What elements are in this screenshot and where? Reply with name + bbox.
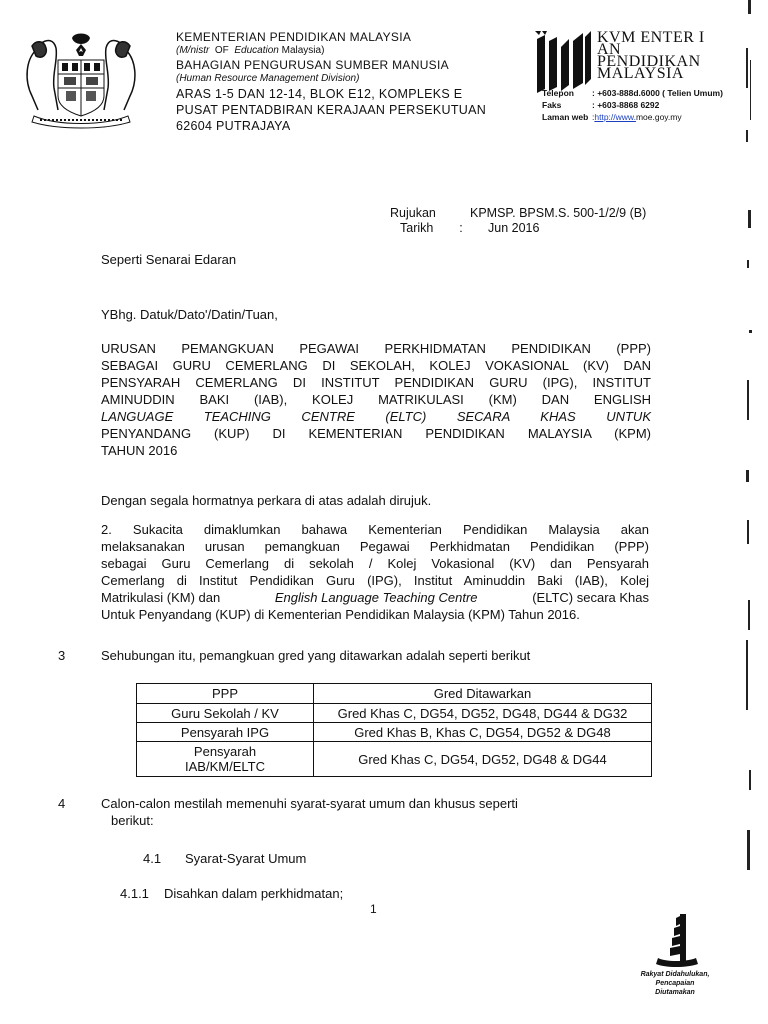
- subject-line-4-text: AMINUDDIN BAKI (IAB), KOLEJ MATRIKULASI (KM) DAN ENGLISH: [101, 392, 651, 407]
- paragraph-1: Dengan segala hormatnya perkara di atas adalah dirujuk.: [101, 493, 432, 508]
- letterhead-address: [176, 30, 486, 134]
- ministry-en-part-a: (M/nistr: [176, 45, 210, 56]
- table-row: [137, 723, 652, 742]
- address-line-3: 62604 PUTRAJAYA: [176, 119, 291, 133]
- table-row: [137, 742, 652, 777]
- date-label: Tarikh: [400, 221, 434, 235]
- paragraph-2-line-5b: English Language Teaching Centre: [274, 590, 478, 605]
- grade-table: [136, 683, 652, 777]
- fax-value: : +603-8868 6292: [592, 100, 660, 110]
- paragraph-2-line-3: sebagai Guru Cemerlang di sekolah / Kolej Vokasional (KV) dan Pensyarah: [101, 556, 649, 571]
- table-cell-grade: Gred Khas C, DG54, DG52, DG48, DG44 & DG32: [314, 704, 652, 723]
- ministry-en-part-c: Education: [234, 45, 279, 56]
- reference-row: [390, 206, 646, 221]
- footer-tagline-line-2: Pencapaian Diutamakan: [655, 980, 695, 996]
- recipient-line: Seperti Senarai Edaran: [101, 252, 237, 267]
- salutation: YBhg. Datuk/Dato'/Datin/Tuan,: [101, 307, 278, 322]
- division-name-english: (Human Resource Management Division): [176, 73, 360, 84]
- footer-tagline: [640, 970, 710, 997]
- ministry-name: KEMENTERIAN PENDIDIKAN MALAYSIA: [176, 30, 412, 44]
- logo-text-line-1: KVM ENTER I: [597, 29, 705, 46]
- date-colon: :: [459, 221, 463, 235]
- subject-line-3: PENSYARAH CEMERLANG DI INSTITUT PENDIDIKAN GURU (IPG), INSTITUT: [101, 375, 651, 390]
- paragraph-2-line-5: [101, 589, 649, 606]
- paragraph-2-line-6: Untuk Penyandang (KUP) di Kementerian Pendidikan Malaysia (KPM) Tahun 2016.: [101, 607, 580, 622]
- paragraph-2-line-1: 2. Sukacita dimaklumkan bahawa Kementerian Pendidikan Malaysia akan: [101, 522, 649, 537]
- subject-line-1: URUSAN PEMANGKUAN PEGAWAI PERKHIDMATAN PENDIDIKAN (PPP): [101, 341, 651, 356]
- paragraph-3-number: 3: [58, 648, 66, 663]
- paragraph-2-line-2: melaksanakan urusan pemangkuan Pegawai Perkhidmatan Pendidikan (PPP): [101, 539, 649, 554]
- page-number: 1: [370, 902, 377, 916]
- table-cell-grade: Gred Khas B, Khas C, DG54, DG52 & DG48: [314, 723, 652, 742]
- subject-line-7: TAHUN 2016: [101, 443, 178, 458]
- table-cell-grade: Gred Khas C, DG54, DG52, DG48 & DG44: [314, 742, 652, 777]
- date-row: [390, 221, 646, 236]
- address-line-1: ARAS 1-5 DAN 12-14, BLOK E12, KOMPLEKS E: [176, 87, 463, 101]
- section-4-1-number: 4.1: [143, 851, 162, 866]
- logo-text-line-2: AN: [597, 41, 622, 58]
- date-value: Jun 2016: [488, 221, 540, 235]
- website-domain: moe.goy.my: [635, 112, 682, 122]
- subject-line-6: PENYANDANG (KUP) DI KEMENTERIAN PENDIDIKAN MALAYSIA (KPM): [101, 426, 651, 441]
- subject-block: [101, 340, 651, 459]
- footer-emblem-icon: [652, 912, 700, 970]
- table-row: [137, 704, 652, 723]
- telephone-value: : +603-888d.6000 ( Telien Umum): [592, 88, 723, 98]
- ministry-en-part-d: Malaysia): [281, 45, 325, 56]
- telephone-label: Telepon: [542, 88, 574, 98]
- malaysia-coat-of-arms-icon: [18, 30, 144, 130]
- website-row: [542, 111, 723, 123]
- table-header-row: [137, 684, 652, 704]
- reference-block: [390, 206, 646, 236]
- telephone-row: [542, 87, 723, 99]
- division-name: BAHAGIAN PENGURUSAN SUMBER MANUSIA: [176, 58, 449, 72]
- paragraph-4-number: 4: [58, 796, 66, 811]
- paragraph-4-line-2: berikut:: [111, 813, 154, 828]
- ministry-en-part-b: OF: [214, 45, 229, 56]
- paragraph-2-line-4: Cemerlang di Institut Pendidikan Guru (IPG), Institut Aminuddin Baki (IAB), Kolej: [101, 573, 649, 588]
- paragraph-3-text: Sehubungan itu, pemangkuan gred yang ditawarkan adalah seperti berikut: [101, 648, 531, 663]
- fax-label: Faks: [542, 100, 562, 110]
- address-line-2: PUSAT PENTADBIRAN KERAJAAN PERSEKUTUAN: [176, 103, 487, 117]
- paragraph-4-text: [101, 795, 518, 829]
- website-link[interactable]: http://www.: [594, 112, 636, 122]
- section-4-1-1-text: Disahkan dalam perkhidmatan;: [164, 886, 344, 901]
- paragraph-2: [101, 521, 649, 623]
- section-4-1-title: Syarat-Syarat Umum: [185, 851, 307, 866]
- table-header-ppp: PPP: [137, 684, 314, 704]
- paragraph-2-line-5c: (ELTC) secara Khas: [532, 590, 649, 605]
- footer-tagline-line-1: Rakyat Didahulukan,: [640, 971, 710, 978]
- subject-line-5-text: LANGUAGE TEACHING CENTRE (ELTC) SECARA KHAS UNTUK: [101, 409, 651, 424]
- table-cell-ppp: Pensyarah IAB/KM/ELTC: [137, 742, 314, 777]
- table-cell-ppp: Guru Sekolah / KV: [137, 704, 314, 723]
- table-header-grade: Gred Ditawarkan: [314, 684, 652, 704]
- contact-block: [542, 87, 723, 123]
- website-label: Laman web: [542, 112, 589, 122]
- ministry-name-english: [176, 44, 486, 58]
- reference-label: Rujukan: [390, 206, 436, 220]
- paragraph-2-line-5a: Matrikulasi (KM) dan: [101, 590, 221, 605]
- subject-line-5: [101, 408, 651, 425]
- website-colon: :: [592, 112, 595, 122]
- subject-line-4: [101, 391, 651, 408]
- fax-row: [542, 99, 723, 111]
- section-4-1-1-number: 4.1.1: [120, 886, 149, 901]
- subject-line-2: SEBAGAI GURU CEMERLANG DI SEKOLAH, KOLEJ VOKASIONAL (KV) DAN: [101, 358, 651, 373]
- kpm-logo-text: [597, 29, 705, 82]
- logo-text-line-4: MALAYSIA: [597, 65, 684, 82]
- logo-text-line-3: PENDIDIKAN: [597, 53, 701, 70]
- paragraph-4-line-1: Calon-calon mestilah memenuhi syarat-syarat umum dan khusus seperti: [101, 796, 518, 811]
- reference-value: KPMSP. BPSM.S. 500-1/2/9 (B): [470, 206, 647, 220]
- scan-edge-marks: [742, 0, 768, 1024]
- table-cell-ppp: Pensyarah IPG: [137, 723, 314, 742]
